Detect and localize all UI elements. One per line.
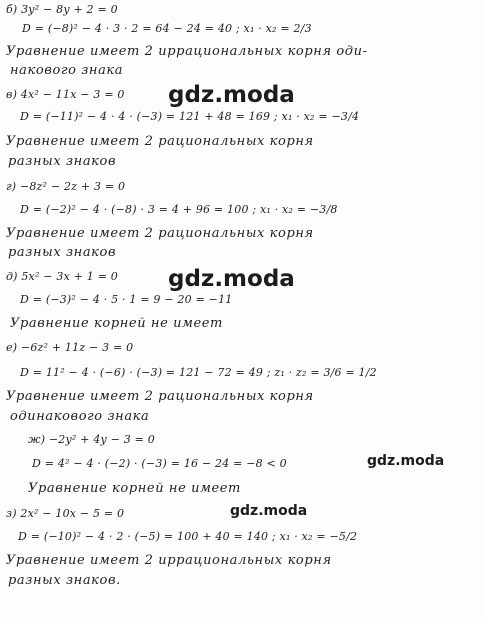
discriminant-v: D = (−11)² − 4 · 4 · (−3) = 121 + 48 = 169 ; x₁ · x₂ = −3/4 xyxy=(20,110,360,123)
equation-e: е) −6z² + 11z − 3 = 0 xyxy=(6,341,134,354)
discriminant-e: D = 11² − 4 · (−6) · (−3) = 121 − 72 = 49 ; z₁ · z₂ = 3/6 = 1/2 xyxy=(20,366,377,379)
equation-z: з) 2x² − 10x − 5 = 0 xyxy=(6,507,125,520)
equation-v: в) 4x² − 11x − 3 = 0 xyxy=(6,88,125,101)
conclusion-zh: Уравнение корней не имеет xyxy=(28,481,241,496)
conclusion-b-line1: Уравнение имеет 2 иррациональных корня оди- xyxy=(6,44,368,59)
watermark-2: gdz.moda xyxy=(168,266,295,292)
conclusion-b-line2: накового знака xyxy=(10,63,124,78)
conclusion-g-line2: разных знаков xyxy=(8,245,117,260)
discriminant-d: D = (−3)² − 4 · 5 · 1 = 9 − 20 = −11 xyxy=(20,293,233,306)
equation-d: д) 5x² − 3x + 1 = 0 xyxy=(6,270,119,283)
conclusion-z-line1: Уравнение имеет 2 иррациональных корня xyxy=(6,553,332,568)
watermark-1: gdz.moda xyxy=(168,82,295,108)
equation-b: б) 3y² − 8y + 2 = 0 xyxy=(6,3,118,16)
discriminant-zh: D = 4² − 4 · (−2) · (−3) = 16 − 24 = −8 < 0 xyxy=(32,457,287,470)
equation-zh: ж) −2y² + 4y − 3 = 0 xyxy=(28,433,155,446)
conclusion-e-line1: Уравнение имеет 2 рациональных корня xyxy=(6,389,314,404)
equation-g: г) −8z² − 2z + 3 = 0 xyxy=(6,180,126,193)
conclusion-e-line2: одинакового знака xyxy=(10,409,150,424)
conclusion-d: Уравнение корней не имеет xyxy=(10,316,223,331)
conclusion-v-line1: Уравнение имеет 2 рациональных корня xyxy=(6,134,314,149)
conclusion-g-line1: Уравнение имеет 2 рациональных корня xyxy=(6,226,314,241)
discriminant-b: D = (−8)² − 4 · 3 · 2 = 64 − 24 = 40 ; x₁ · x₂ = 2/3 xyxy=(22,22,312,35)
conclusion-v-line2: разных знаков xyxy=(8,154,117,169)
conclusion-z-line2: разных знаков. xyxy=(8,573,121,588)
discriminant-z: D = (−10)² − 4 · 2 · (−5) = 100 + 40 = 140 ; x₁ · x₂ = −5/2 xyxy=(18,530,358,543)
discriminant-g: D = (−2)² − 4 · (−8) · 3 = 4 + 96 = 100 ; x₁ · x₂ = −3/8 xyxy=(20,203,338,216)
watermark-3: gdz.moda xyxy=(367,453,445,469)
watermark-4: gdz.moda xyxy=(230,503,308,519)
